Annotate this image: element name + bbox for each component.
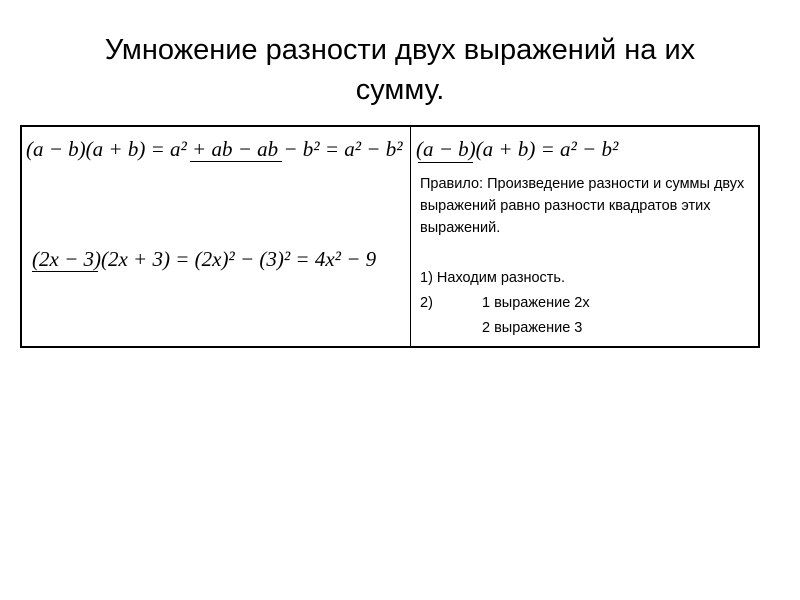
right-formula-underline — [418, 162, 473, 163]
right-formula: (a − b)(a + b) = a² − b² — [416, 137, 619, 161]
formula-1-underline — [190, 161, 282, 162]
formula-2-underline — [32, 271, 98, 272]
step-3-text: 2 выражение 3 — [482, 320, 583, 336]
step-1: 1) Находим разность. — [420, 270, 566, 286]
left-formula-2: (2x − 3)(2x + 3) = (2x)² − (3)² = 4x² − 9 — [32, 247, 377, 271]
step-3 — [420, 317, 582, 339]
step-2-text: 1 выражение 2x — [482, 295, 590, 311]
step-2-number: 2) — [420, 295, 433, 311]
slide-title — [40, 30, 760, 110]
left-formula-1: (a − b)(a + b) = a² + ab − ab − b² = a² − b² — [26, 137, 403, 161]
step-2 — [420, 292, 590, 314]
column-divider — [410, 127, 411, 346]
title-line-1: Умножение разности двух выражений на их — [104, 34, 696, 66]
rule-text: Правило: Произведение разности и суммы двух выражений равно разности квадратов этих выражений. — [420, 176, 745, 236]
title-line-2: сумму. — [355, 74, 445, 106]
content-table — [20, 125, 760, 348]
